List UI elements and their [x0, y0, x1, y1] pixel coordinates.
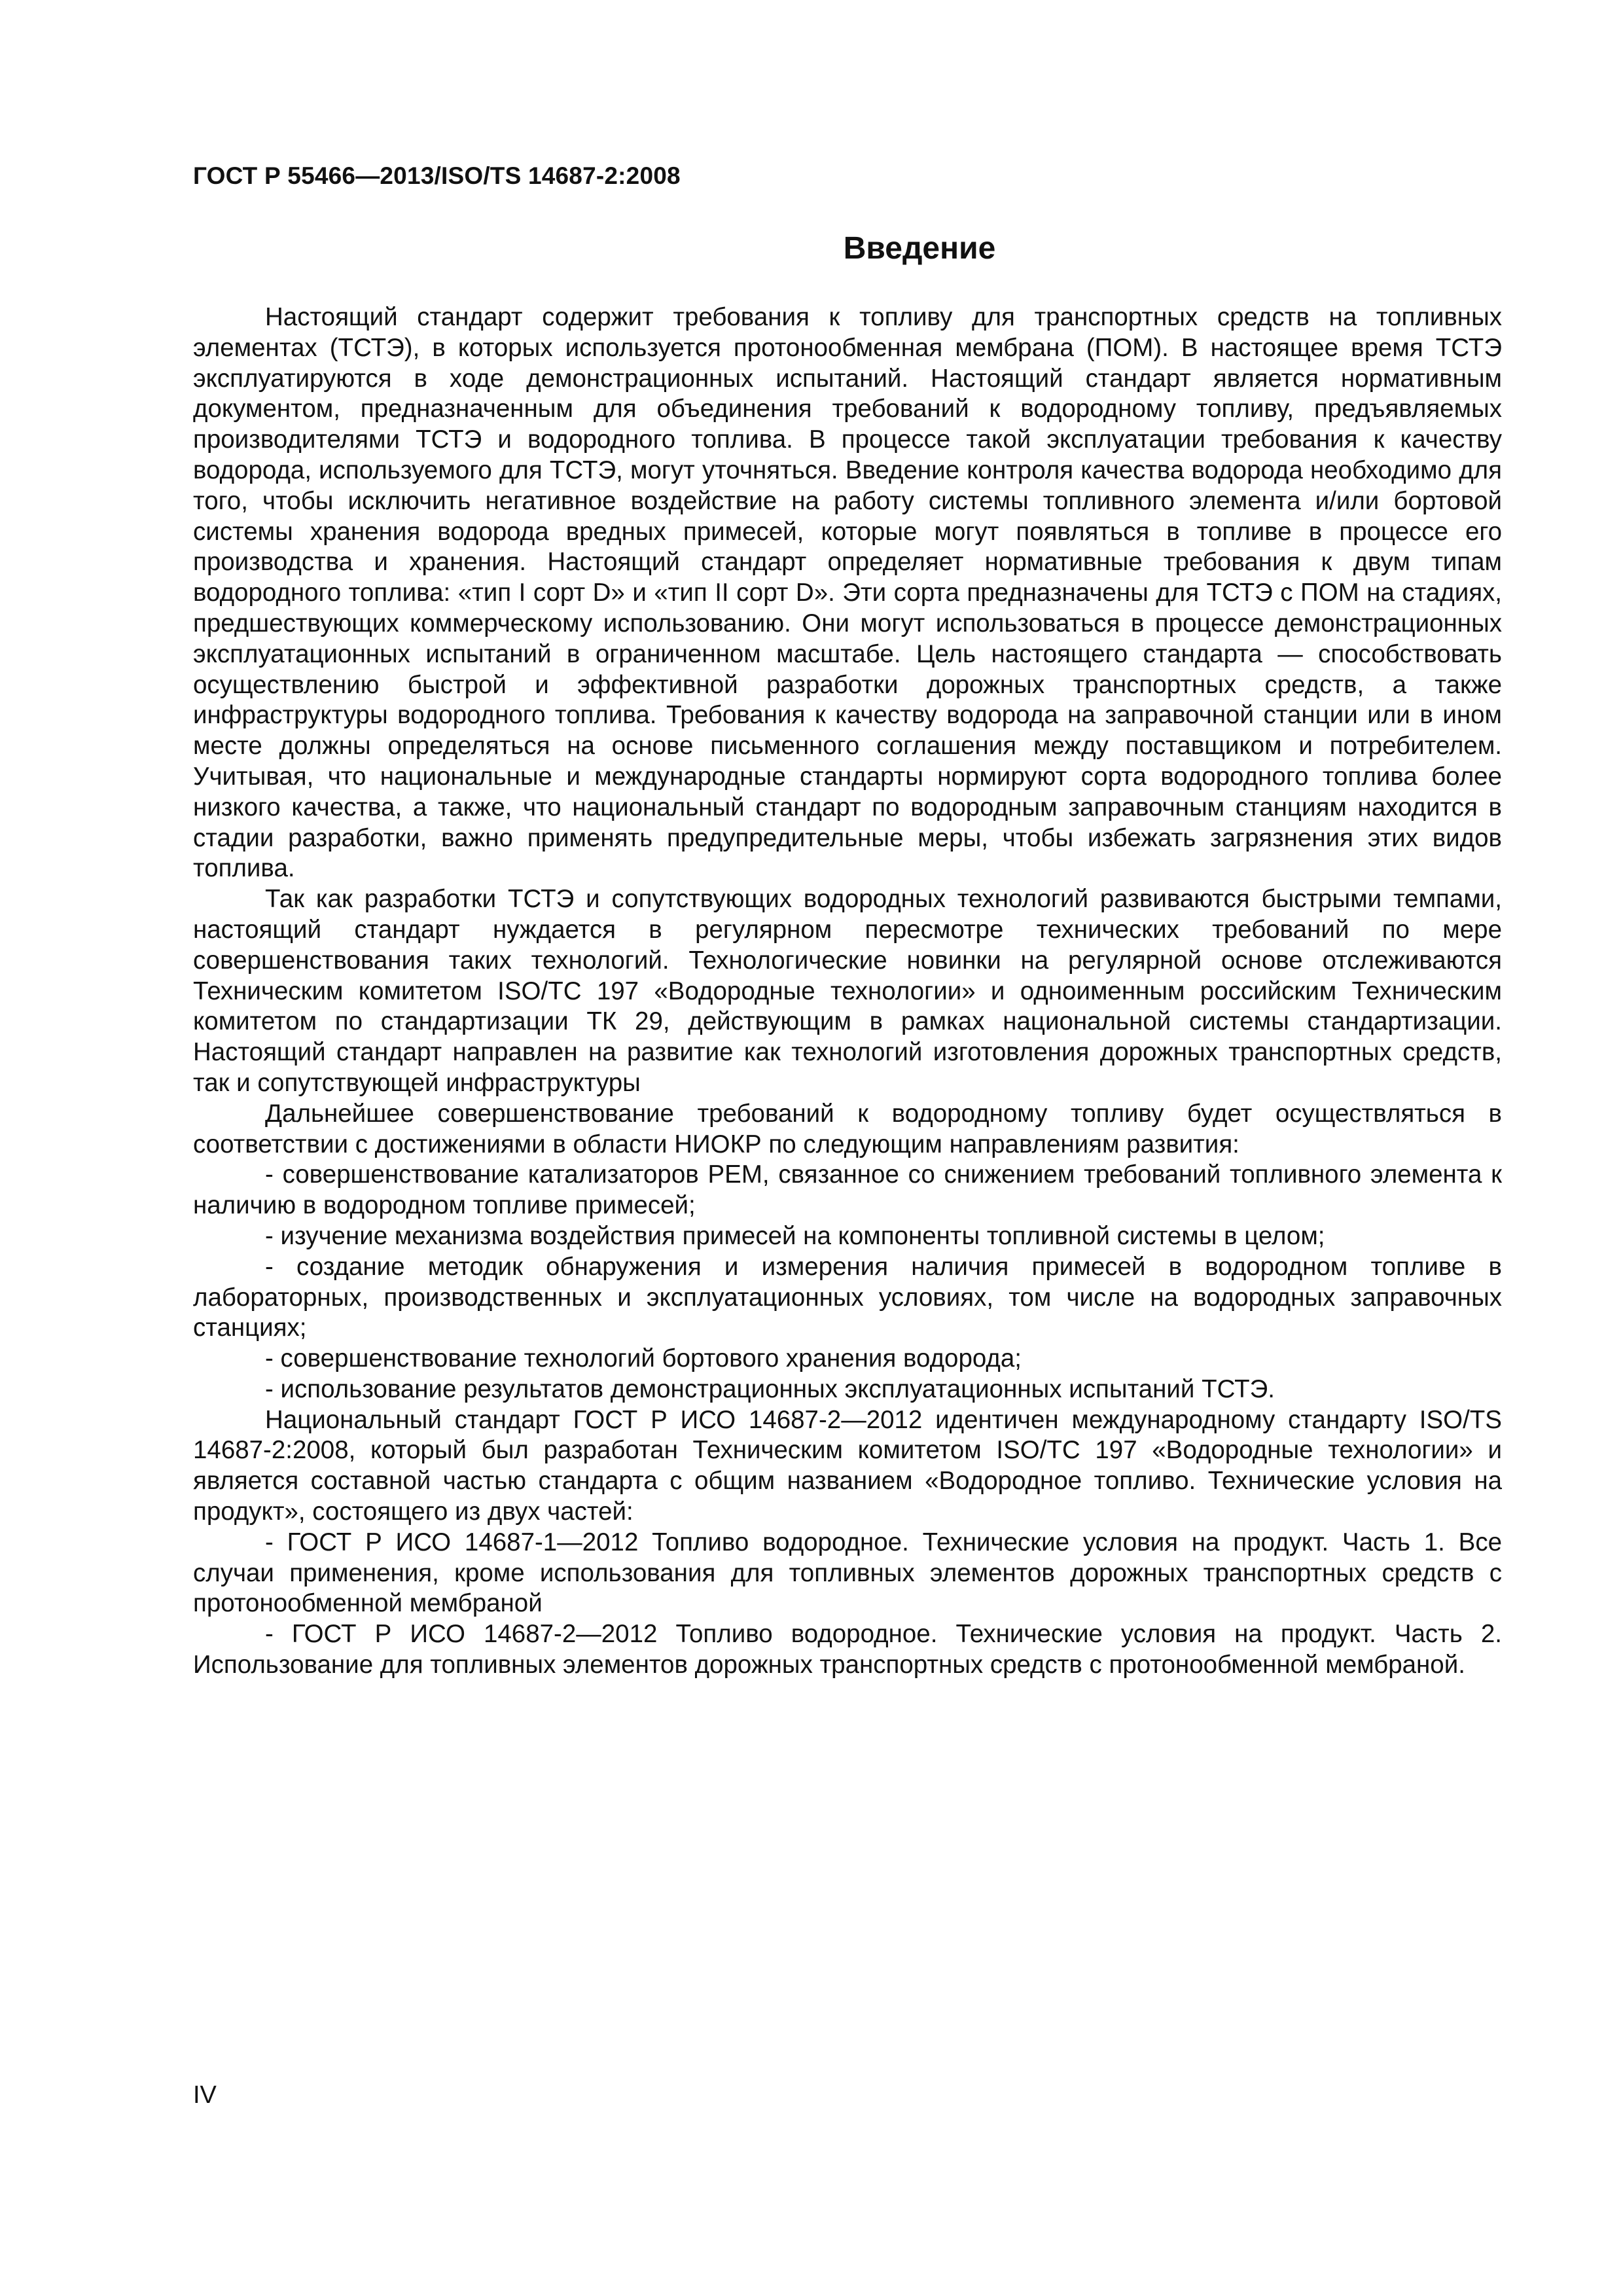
document-header: ГОСТ Р 55466—2013/ISO/TS 14687-2:2008: [193, 162, 681, 189]
list-item: - совершенствование катализаторов PEM, связанное со снижением требований топливного элемента к наличию в водородном топливе примесей;: [193, 1160, 1502, 1220]
paragraph-development: Так как разработки ТСТЭ и сопутствующих водородных технологий развиваются быстрыми темпами, настоящий стандарт нуждается в регулярном пересмотре технических требований по мере совершенствования таких технологий. Технологические новинки на регулярной основе отслеживаются Техническим комитетом ISO/TC 197 «Водородные технологии» и одноименным российским Техническим комитетом по стандартизации ТК 29, действующим в рамках национальной системы стандартизации. Настоящий стандарт направлен на развитие как технологий изготовления дорожных транспортных средств, так и сопутствующей инфраструктуры: [193, 885, 1502, 1097]
list-item: - ГОСТ Р ИСО 14687-2—2012 Топливо водородное. Технические условия на продукт. Часть 2. Использование для топливных элементов дорожных транспортных средств с протонообменной мембраной.: [193, 1620, 1502, 1679]
document-body: [193, 302, 1502, 1681]
list-item: - изучение механизма воздействия примесей на компоненты топливной системы в целом;: [265, 1221, 1325, 1250]
page-title: Введение: [843, 231, 996, 266]
list-item: - создание методик обнаружения и измерения наличия примесей в водородном топливе в лабораторных, производственных и эксплуатационных условиях, том числе на водородных заправочных станциях;: [193, 1252, 1502, 1342]
paragraph-directions: Дальнейшее совершенствование требований к водородному топливу будет осуществляться в соответствии с достижениями в области НИОКР по следующим направлениям развития:: [193, 1099, 1502, 1158]
list-item: - ГОСТ Р ИСО 14687-1—2012 Топливо водородное. Технические условия на продукт. Часть 1. Все случаи применения, кроме использования для топливных элементов дорожных транспортных средств с протонообменной мембраной: [193, 1528, 1502, 1618]
list-item: - использование результатов демонстрационных эксплуатационных испытаний ТСТЭ.: [265, 1374, 1275, 1403]
paragraph-national-standard: Национальный стандарт ГОСТ Р ИСО 14687-2—2012 идентичен международному стандарту ISO/TS 14687-2:2008, который был разработан Техническим комитетом ISO/TC 197 «Водородные технологии» и является составной частью стандарта с общим названием «Водородное топливо. Технические условия на продукт», состоящего из двух частей:: [193, 1405, 1502, 1526]
paragraph-intro: Настоящий стандарт содержит требования к топливу для транспортных средств на топливных элементах (ТСТЭ), в которых используется протонообменная мембрана (ПОМ). В настоящее время ТСТЭ эксплуатируются в ходе демонстрационных испытаний. Настоящий стандарт является нормативным документом, предназначенным для объединения требований к водородному топливу, предъявляемых производителями ТСТЭ и водородного топлива. В процессе такой эксплуатации требования к качеству водорода, используемого для ТСТЭ, могут уточняться. Введение контроля качества водорода необходимо для того, чтобы исключить негативное воздействие на работу системы топливного элемента и/или бортовой системы хранения водорода вредных примесей, которые могут появляться в топливе в процессе его производства и хранения. Настоящий стандарт определяет нормативные требования к двум типам водородного топлива: «тип I сорт D» и «тип II сорт D». Эти сорта предназначены для ТСТЭ с ПОМ на стадиях, предшествующих коммерческому использованию. Они могут использоваться в процессе демонстрационных эксплуатационных испытаний в ограниченном масштабе. Цель настоящего стандарта — способствовать осуществлению быстрой и эффективной разработки дорожных транспортных средств, а также инфраструктуры водородного топлива. Требования к качеству водорода на заправочной станции или в ином месте должны определяться на основе письменного соглашения между поставщиком и потребителем. Учитывая, что национальные и международные стандарты нормируют сорта водородного топлива более низкого качества, а также, что национальный стандарт по водородным заправочным станциям находится в стадии разработки, важно применять предупредительные меры, чтобы избежать загрязнения этих видов топлива.: [193, 303, 1502, 883]
list-item: - совершенствование технологий бортового хранения водорода;: [265, 1344, 1022, 1373]
page-number: IV: [193, 2081, 217, 2109]
